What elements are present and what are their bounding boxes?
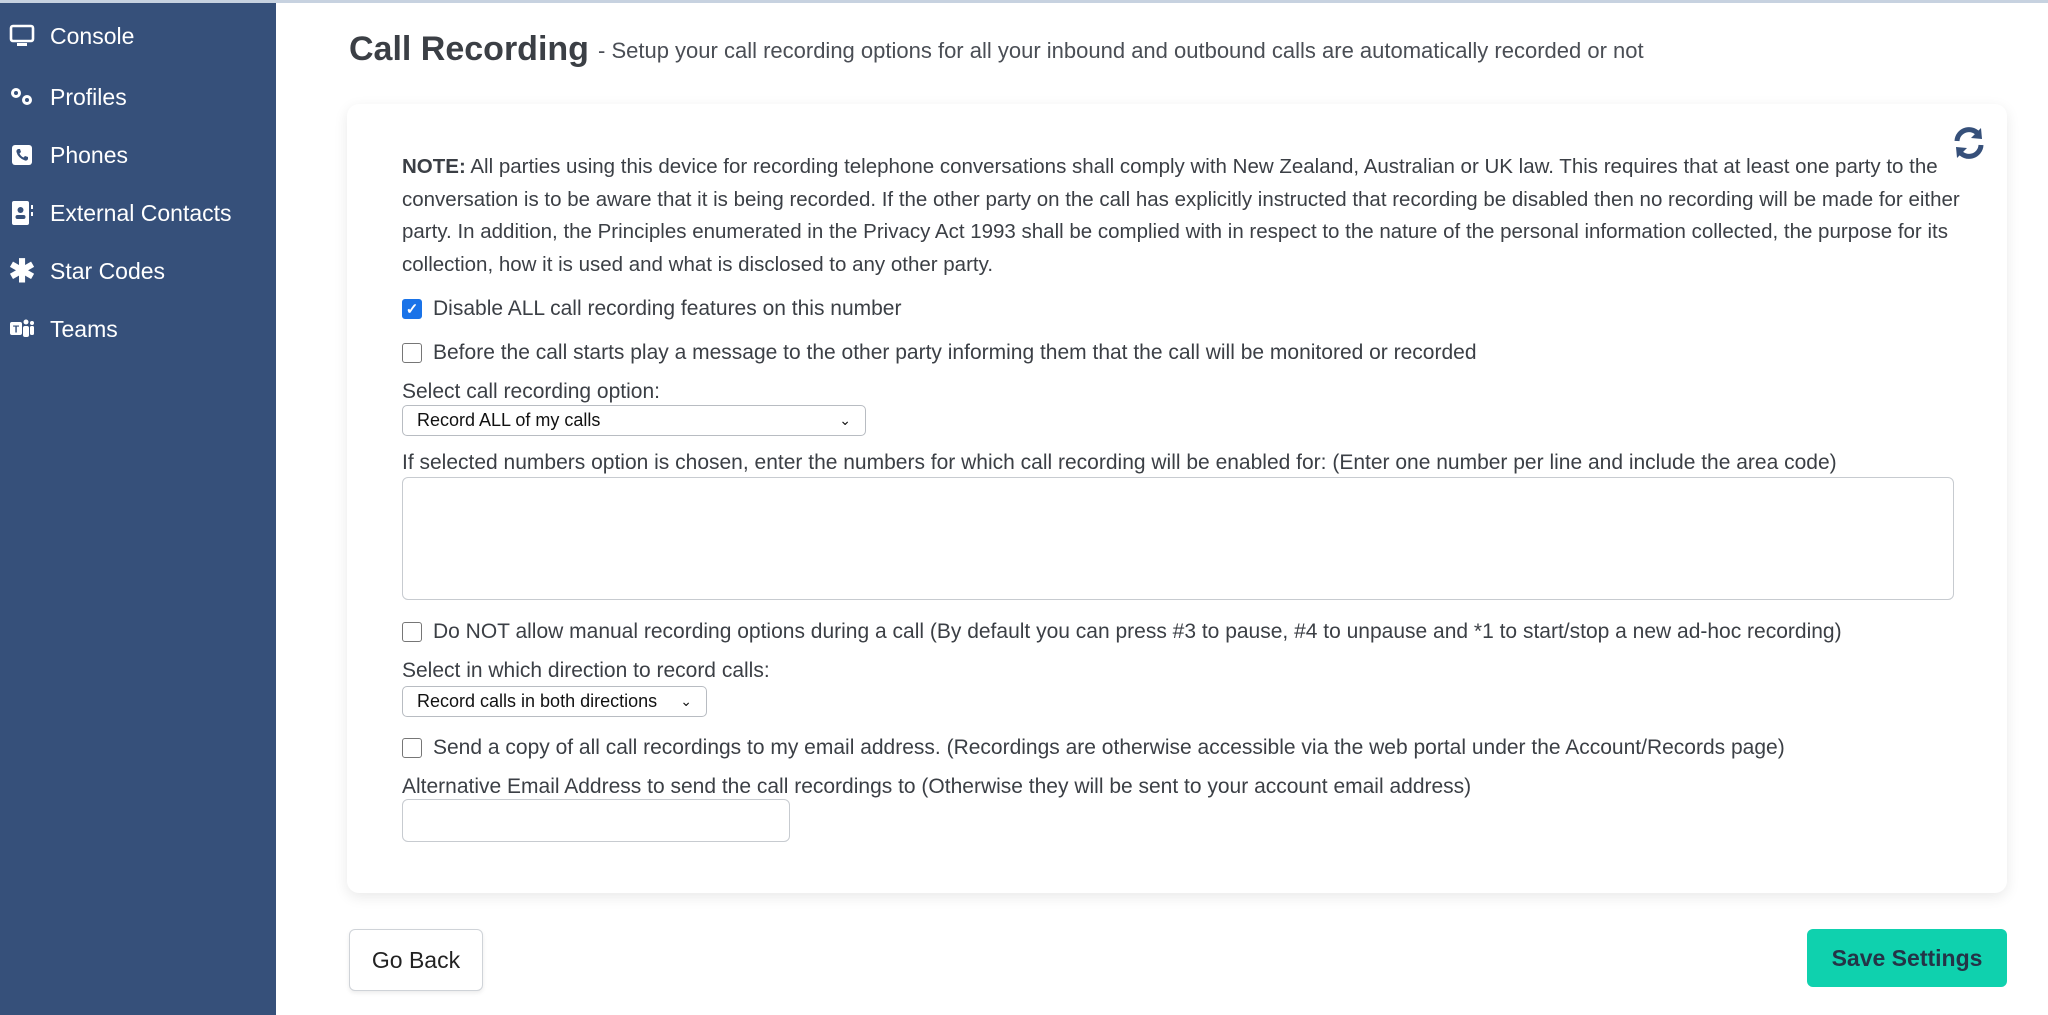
direction-value: Record calls in both directions bbox=[417, 691, 658, 711]
sidebar-item-label: Star Codes bbox=[50, 257, 166, 284]
gears-icon bbox=[6, 83, 38, 111]
legal-note bbox=[402, 151, 1962, 281]
sidebar bbox=[0, 3, 276, 1015]
email-label: Alternative Email Address to send the call recordings to (Otherwise they will be sent to your account email address) bbox=[402, 775, 1472, 798]
note-label: NOTE: bbox=[402, 155, 466, 178]
asterisk-icon: ✱ bbox=[8, 253, 36, 289]
go-back-button[interactable]: Go Back bbox=[349, 929, 483, 991]
svg-text:T: T bbox=[13, 324, 20, 336]
email-input[interactable] bbox=[402, 799, 790, 842]
disable-all-label: Disable ALL call recording features on this number bbox=[433, 297, 902, 320]
sidebar-item-label: Profiles bbox=[50, 83, 127, 110]
chevron-down-icon: ⌄ bbox=[839, 412, 851, 428]
direction-select[interactable] bbox=[402, 686, 707, 717]
monitor-icon bbox=[6, 22, 38, 50]
phone-square-icon bbox=[6, 141, 38, 169]
direction-label: Select in which direction to record calls: bbox=[402, 659, 770, 682]
sidebar-item-label: Teams bbox=[50, 315, 118, 342]
top-border bbox=[0, 0, 2048, 3]
sidebar-item-console[interactable] bbox=[6, 22, 134, 50]
note-text: All parties using this device for recording telephone conversations shall comply with New Zealand, Australian or UK law. This requires that at least one party to the conversation is to be aware that it is being recorded. If the other party on the call has explicitly instructed that recording be disabled then no recording will be made for either party. In addition, the Principles enumerated in the Privacy Act 1993 shall be complied with in respect to the nature of the personal information collected, the purpose for its collection, how it is used and what is disclosed to any other party. bbox=[402, 155, 1960, 276]
sidebar-item-label: Phones bbox=[50, 141, 129, 168]
sidebar-item-profiles[interactable] bbox=[6, 83, 127, 111]
send-copy-label: Send a copy of all call recordings to my email address. (Recordings are otherwise accessible via the web portal under the Account/Records page) bbox=[433, 736, 1785, 759]
sidebar-item-teams[interactable] bbox=[6, 315, 118, 343]
recording-option-label: Select call recording option: bbox=[402, 380, 660, 403]
play-message-checkbox[interactable] bbox=[402, 343, 422, 363]
recording-option-select[interactable] bbox=[402, 405, 866, 436]
play-message-checkbox-row[interactable] bbox=[402, 341, 1477, 365]
sidebar-item-label: External Contacts bbox=[50, 199, 232, 226]
numbers-label: If selected numbers option is chosen, enter the numbers for which call recording will be enabled for: (Enter one number per line and include the area code) bbox=[402, 451, 1837, 474]
no-manual-checkbox[interactable] bbox=[402, 622, 422, 642]
send-copy-checkbox[interactable] bbox=[402, 738, 422, 758]
disable-all-checkbox-row[interactable] bbox=[402, 297, 901, 321]
page-subtitle: - Setup your call recording options for all your inbound and outbound calls are automatically recorded or not bbox=[598, 38, 1644, 63]
disable-all-checkbox[interactable]: ✓ bbox=[402, 299, 422, 319]
teams-icon bbox=[6, 315, 38, 343]
save-settings-button[interactable]: Save Settings bbox=[1807, 929, 2007, 987]
numbers-textarea[interactable] bbox=[402, 477, 1954, 600]
sidebar-item-star-codes[interactable] bbox=[6, 253, 166, 289]
sidebar-item-phones[interactable] bbox=[6, 141, 128, 169]
sidebar-item-label: Console bbox=[50, 22, 135, 49]
chevron-down-icon: ⌄ bbox=[680, 693, 692, 709]
recording-option-value: Record ALL of my calls bbox=[417, 410, 601, 430]
address-book-icon bbox=[6, 199, 38, 227]
send-copy-checkbox-row[interactable] bbox=[402, 736, 1785, 760]
page-title: Call Recording bbox=[349, 30, 589, 68]
no-manual-checkbox-row[interactable] bbox=[402, 620, 1842, 644]
no-manual-label: Do NOT allow manual recording options during a call (By default you can press #3 to pause, #4 to unpause and *1 to start/stop a new ad-hoc recording) bbox=[433, 620, 1842, 643]
sidebar-item-external-contacts[interactable] bbox=[6, 199, 232, 227]
play-message-label: Before the call starts play a message to the other party informing them that the call will be monitored or recorded bbox=[433, 341, 1477, 364]
